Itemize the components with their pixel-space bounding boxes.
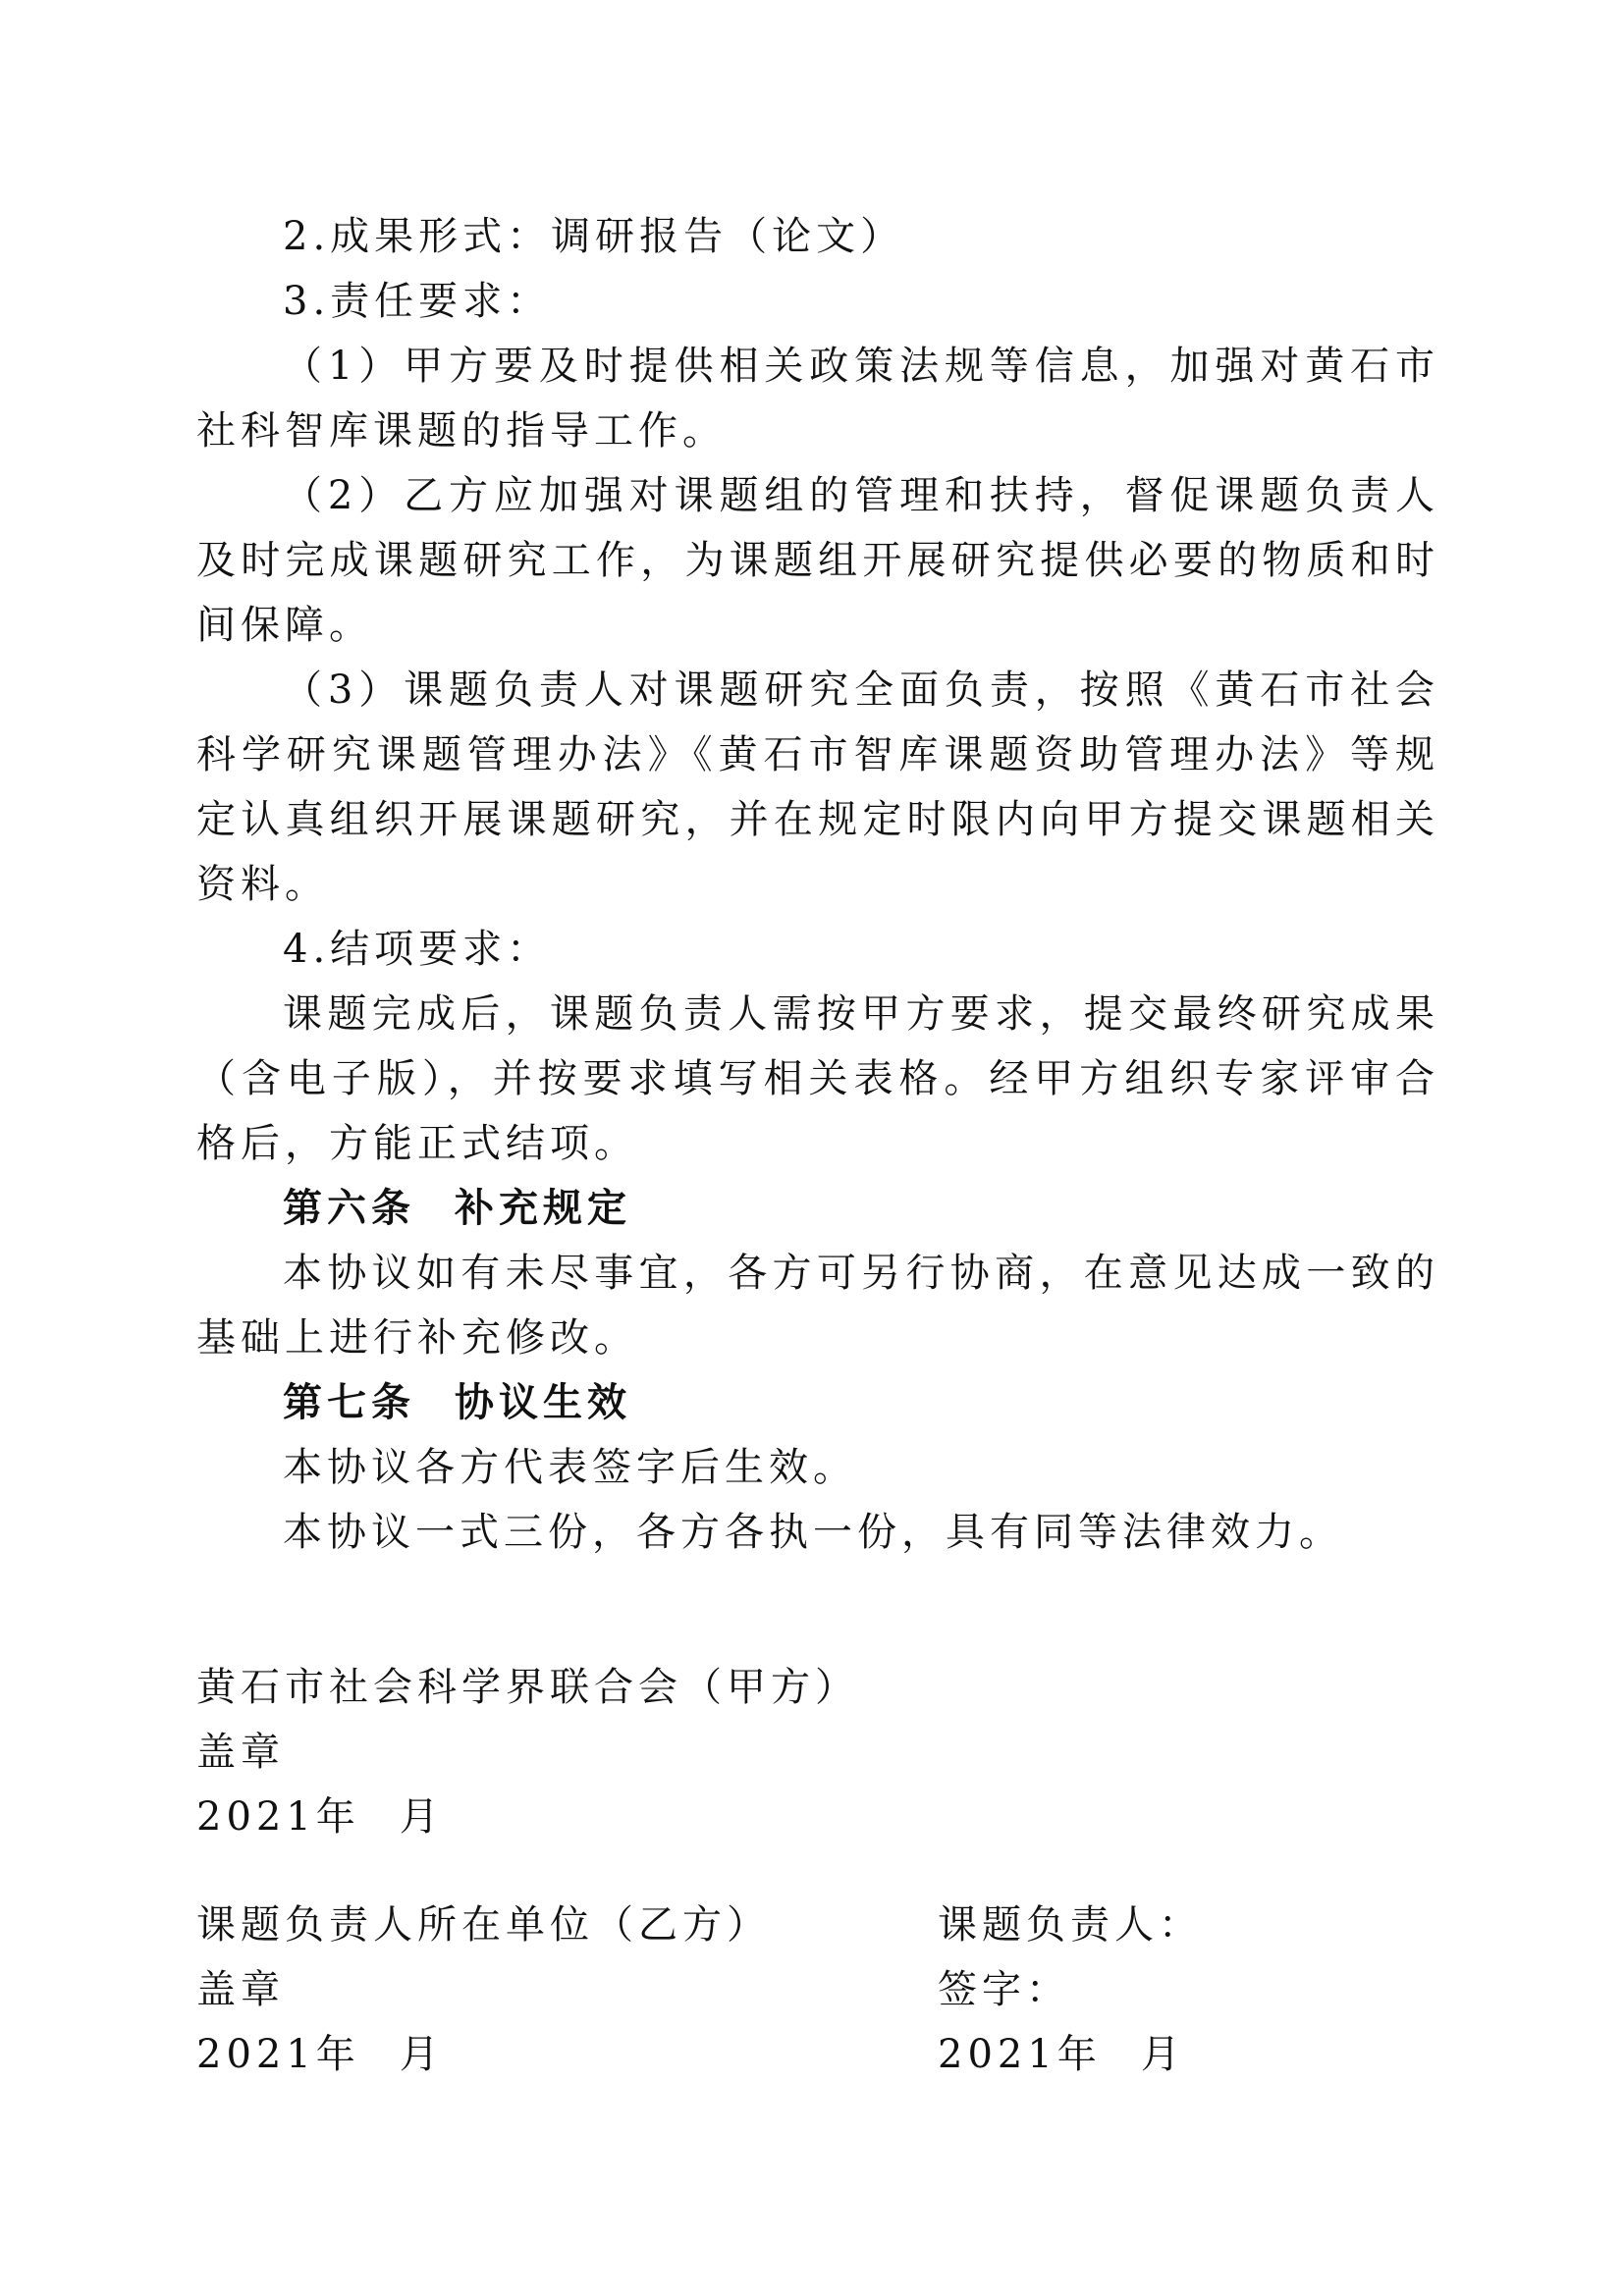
- responsibility-item-2: （2）乙方应加强对课题组的管理和扶持，督促课题负责人及时完成课题研究工作，为课题组开展研究提供必要的物质和时间保障。: [196, 473, 1439, 648]
- party-a-name: 黄石市社会科学界联合会（甲方）: [196, 1665, 859, 1710]
- responsibility-item-1: （1）甲方要及时提供相关政策法规等信息，加强对黄石市社科智库课题的指导工作。: [196, 344, 1439, 454]
- completion-heading: 4.结项要求：: [283, 927, 552, 972]
- party-a-date: [196, 1785, 859, 1849]
- party-b-seal: 盖章: [196, 1967, 285, 2012]
- result-form-paragraph: 2.成果形式：调研报告（论文）: [283, 214, 905, 259]
- article-7-title: 协议生效: [455, 1380, 631, 1425]
- party-a-signature-block: [196, 1655, 859, 1849]
- leader-year: 2021年: [938, 2032, 1102, 2077]
- completion-paragraph: 课题完成后，课题负责人需按甲方要求，提交最终研究成果（含电子版），并按要求填写相关表格。经甲方组织专家评审合格后，方能正式结项。: [196, 991, 1439, 1166]
- party-a-year: 2021年: [196, 1794, 360, 1840]
- leader-month: 月: [1140, 2032, 1185, 2077]
- supplement-paragraph: 本协议如有未尽事宜，各方可另行协商，在意见达成一致的基础上进行补充修改。: [196, 1251, 1439, 1361]
- copies-paragraph: 本协议一式三份，各方各执一份，具有同等法律效力。: [283, 1510, 1343, 1555]
- article-6-number: 第六条: [283, 1186, 415, 1231]
- party-b-signature-block: [196, 1893, 771, 2087]
- party-a-month: 月: [399, 1794, 444, 1840]
- effective-paragraph: 本协议各方代表签字后生效。: [283, 1445, 857, 1490]
- leader-date: [938, 2022, 1203, 2087]
- article-7-number: 第七条: [283, 1380, 415, 1425]
- leader-signature-block: [938, 1893, 1203, 2087]
- party-b-date: [196, 2022, 771, 2087]
- party-b-year: 2021年: [196, 2032, 360, 2077]
- article-7-heading: [196, 1370, 1439, 1435]
- article-6-heading: [196, 1176, 1439, 1241]
- leader-label: 课题负责人：: [938, 1902, 1203, 1948]
- party-a-seal: 盖章: [196, 1730, 285, 1775]
- leader-sign: 签字：: [938, 1967, 1070, 2012]
- responsibility-item-3: （3）课题负责人对课题研究全面负责，按照《黄石市社会科学研究课题管理办法》《黄石市智库课题资助管理办法》等规定认真组织开展课题研究，并在规定时限内向甲方提交课题相关资料。: [196, 667, 1439, 907]
- responsibility-heading: 3.责任要求：: [283, 279, 552, 324]
- article-6-title: 补充规定: [455, 1186, 631, 1231]
- agreement-body: [196, 204, 1439, 1565]
- party-b-name: 课题负责人所在单位（乙方）: [196, 1902, 771, 1948]
- party-b-month: 月: [399, 2032, 444, 2077]
